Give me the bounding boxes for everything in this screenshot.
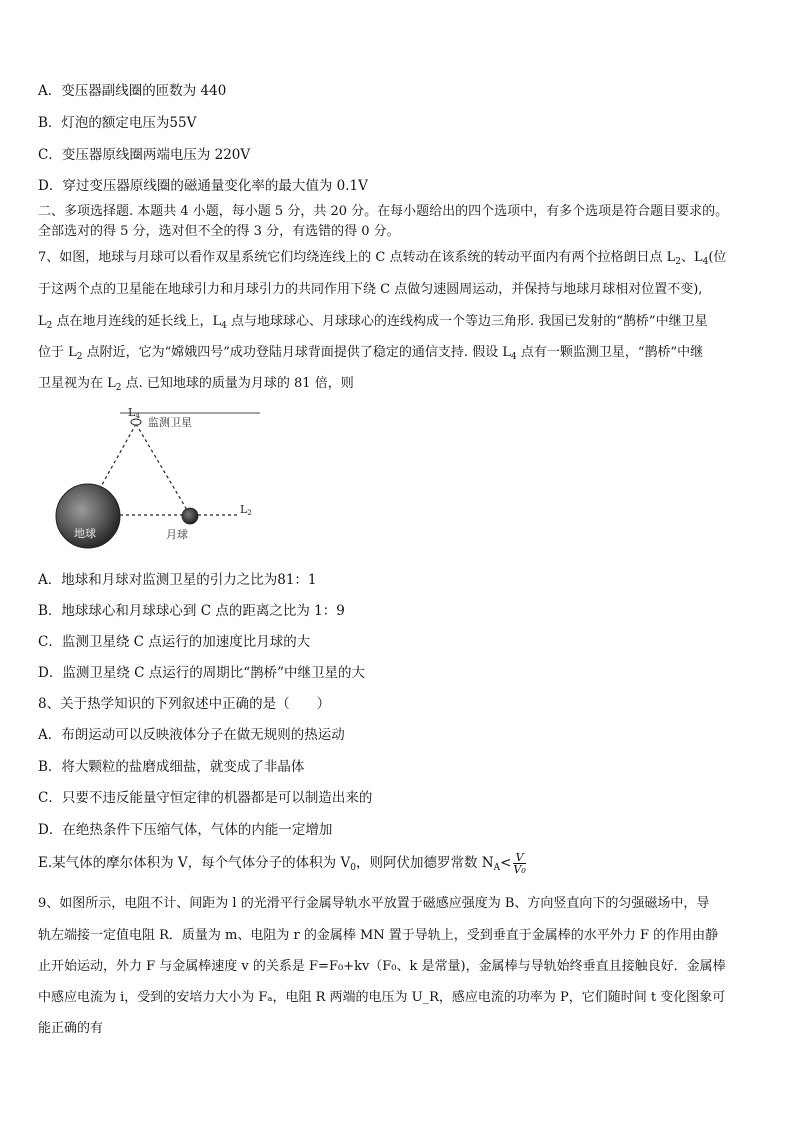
earth-label: 地球 (74, 527, 96, 540)
q7-option-c: C．监测卫星绕 C 点运行的加速度比月球的大 (38, 634, 311, 650)
l2-label: L2 (240, 503, 252, 517)
satellite-label: 监测卫星 (148, 416, 192, 429)
q7-stem-line3: $L_2$ 点在地月连线的延长线上，$L_4$ 点与地球球心、月球球心的连线构成一个等边三角形. 我国已发射的“鹊桥”中继卫星 (38, 314, 708, 331)
q9-stem-line2: 轨左端接一定值电阻 R．质量为 m、电阻为 r 的金属棒 MN 置于导轨上，受到垂直于金属棒的水平外力 F 的作用由静 (38, 928, 719, 943)
q8-option-c: C．只要不违反能量守恒定律的机器都是可以制造出来的 (38, 790, 373, 806)
q9-stem-line4: 中感应电流为 i，受到的安培力大小为 Fₐ，电阻 R 两端的电压为 U_R，感应电流的功率为 P，它们随时间 t 变化图象可 (38, 990, 726, 1005)
q7-stem-line1: 7、如图，地球与月球可以看作双星系统它们均绕连线上的 C 点转动在该系统的转动平面内有两个拉格朗日点 $L_2$、$L_4$(位 (38, 250, 727, 267)
q8-option-e: E.某气体的摩尔体积为 V，每个气体分子的体积为 $V_0$，则阿伏加德罗常数 $N_A<$ $\frac{V}{\text{V₀}}$ (38, 851, 526, 876)
section2-header-line1: 二、多项选择题. 本题共 4 小题，每小题 5 分，共 20 分。在每小题给出的四个选项中，有多个选项是符合题目要求的。 (38, 204, 729, 219)
q7-option-a: A．地球和月球对监测卫星的引力之比为81：1 (38, 572, 317, 588)
q6-option-c: C．变压器原线圈两端电压为 220V (38, 147, 251, 163)
q8-stem: 8、关于热学知识的下列叙述中正确的是（ ） (38, 696, 331, 712)
earth-moon-diagram (50, 400, 280, 550)
q7-stem-line5: 卫星视为在 $L_2$ 点. 已知地球的质量为月球的 81 倍，则 (38, 376, 354, 393)
section2-header-line2: 全部选对的得 5 分，选对但不全的得 3 分，有选错的得 0 分。 (38, 224, 400, 239)
q6-option-a: A．变压器副线圈的匝数为 440 (38, 83, 227, 99)
q9-stem-line1: 9、如图所示，电阻不计、间距为 l 的光滑平行金属导轨水平放置于磁感应强度为 B、方向竖直向下的匀强磁场中，导 (38, 896, 710, 911)
q6-option-b: B．灯泡的额定电压为55V (38, 115, 197, 131)
moon-sphere (182, 508, 198, 524)
q8-option-a: A．布朗运动可以反映液体分子在做无规则的热运动 (38, 727, 345, 743)
q9-stem-line5: 能正确的有 (38, 1021, 104, 1036)
q9-stem-line3: 止开始运动，外力 F 与金属棒速度 v 的关系是 F=F₀+kv（F₀、k 是常量)，金属棒与导轨始终垂直且接触良好．金属棒 (38, 959, 726, 974)
fraction-v-over-v0: $\frac{V}{\text{V₀}}$ (513, 851, 526, 876)
q7-stem-line2: 于这两个点的卫星能在地球引力和月球引力的共同作用下绕 C 点做匀速圆周运动，并保持与地球月球相对位置不变), (38, 282, 703, 297)
q7-stem-line4: 位于 $L_2$ 点附近，它为“嫦娥四号”成功登陆月球背面提供了稳定的通信支持. 假设 $L_4$ 点有一颗监测卫星，“鹊桥”中继 (38, 345, 704, 362)
q8-option-b: B．将大颗粒的盐磨成细盐，就变成了非晶体 (38, 759, 305, 775)
q7-option-d: D．监测卫星绕 C 点运行的周期比“鹊桥”中继卫星的大 (38, 665, 366, 681)
l4-moon-dashed-line (136, 424, 190, 515)
q8-option-d: D．在绝热条件下压缩气体，气体的内能一定增加 (38, 822, 333, 838)
q7-option-b: B．地球球心和月球球心到 C 点的距离之比为 1：9 (38, 603, 345, 619)
q6-option-d: D．穿过变压器原线圈的磁通量变化率的最大值为 0.1V (38, 178, 368, 194)
moon-label: 月球 (166, 528, 188, 541)
l4-label: L4 (128, 406, 140, 420)
